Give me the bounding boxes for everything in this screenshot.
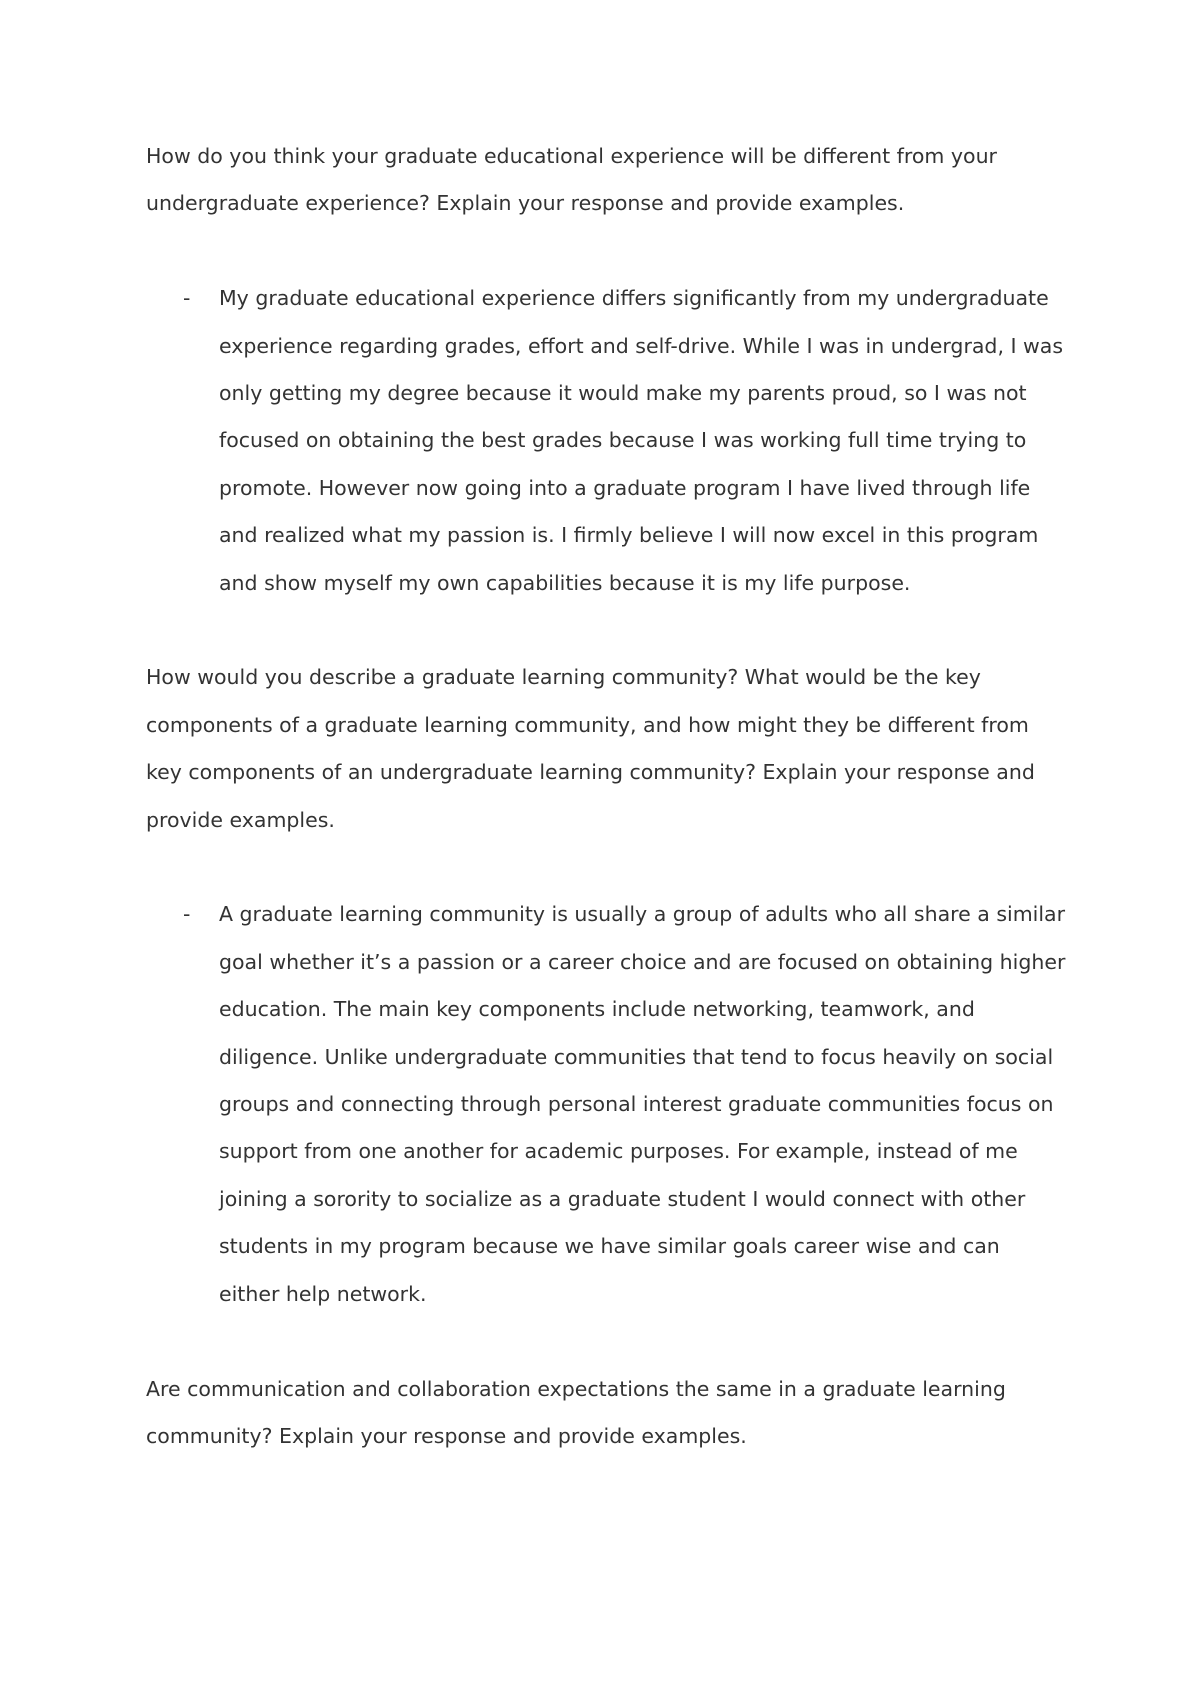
bullet-dash: - <box>183 286 191 311</box>
answer-1 <box>146 275 1066 607</box>
answer-2-text: A graduate learning community is usually a group of adults who all share a similar goal whether it’s a passion or a career choice and are focused on obtaining higher education. The main key components include networking, teamwork, and diligence. Unlike undergraduate communities that tend to focus heavily on social groups and connecting through personal interest graduate communities focus on support from one another for academic purposes. For example, instead of me joining a sorority to socialize as a graduate student I would connect with other students in my program because we have similar goals career wise and can either help network. <box>219 902 1066 1306</box>
bullet-dash: - <box>183 902 191 927</box>
question-1: How do you think your graduate educational experience will be different from your undergraduate experience? Explain your response and provide examples. <box>146 144 997 216</box>
answer-1-text: My graduate educational experience differs significantly from my undergraduate experience regarding grades, effort and self-drive. While I was in undergrad, I was only getting my degree because it would make my parents proud, so I was not focused on obtaining the best grades because I was working full time trying to promote. However now going into a graduate program I have lived through life and realized what my passion is. I firmly believe I will now excel in this program and show myself my own capabilities because it is my life purpose. <box>219 286 1064 595</box>
document-body <box>146 133 1066 1460</box>
question-2: How would you describe a graduate learning community? What would be the key components of a graduate learning community, and how might they be different from key components of an undergraduate learning community? Explain your response and provide examples. <box>146 665 1035 832</box>
question-3: Are communication and collaboration expectations the same in a graduate learning community? Explain your response and provide examples. <box>146 1376 1006 1448</box>
answer-2 <box>146 891 1066 1318</box>
